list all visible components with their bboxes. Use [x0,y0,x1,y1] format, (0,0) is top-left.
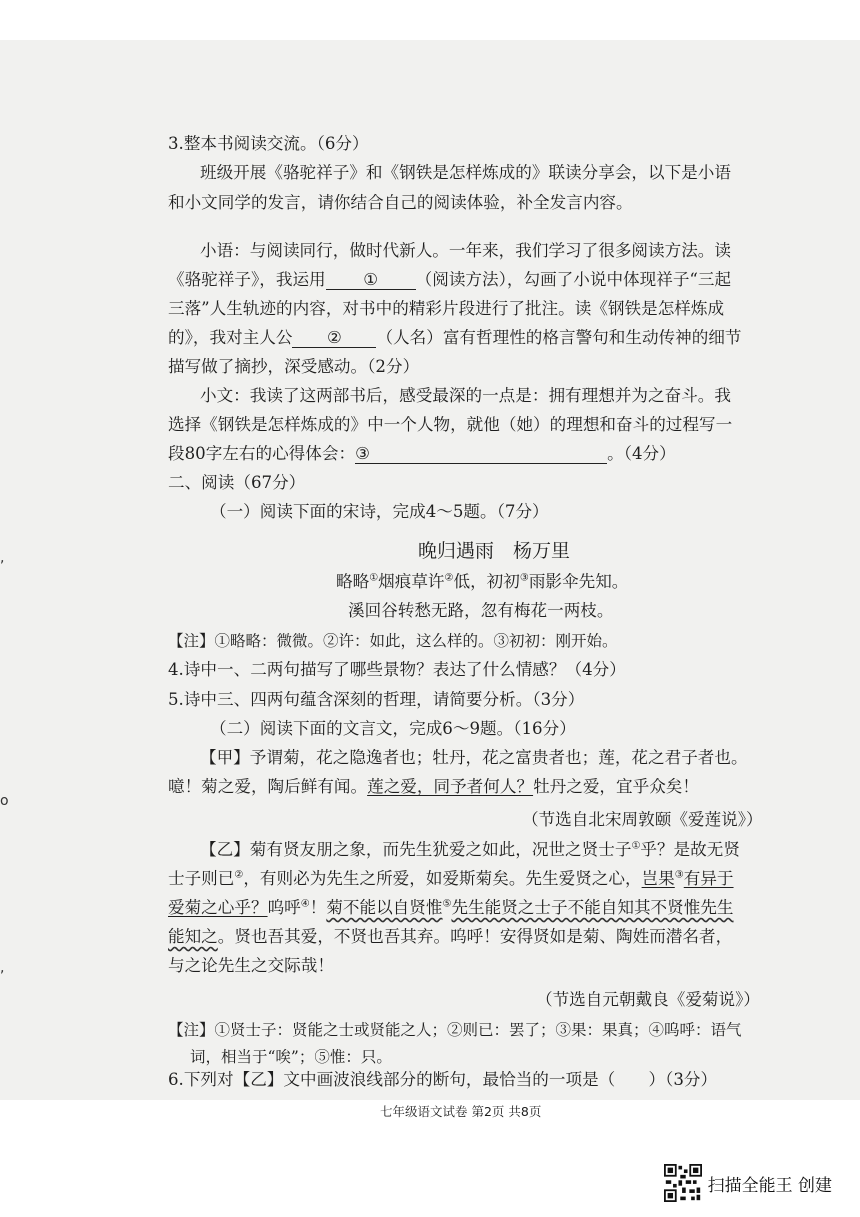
text: 的》，我对主人公 [168,328,293,347]
xiaoyu-line: 三落”人生轨迹的内容，对书中的精彩片段进行了批注。读《钢铁是怎样炼成 [168,299,725,318]
passage-note: 词，相当于“唉”；⑤惟：只。 [190,1048,392,1066]
passage-jia-line [168,777,699,797]
poem-note: 【注】①略略：微微。②许：如此，这么样的。③初初：刚开始。 [168,632,618,650]
underlined-sentence: 有异于 [683,869,734,888]
source-note: （节选自北宋周敦颐《爱莲说》） [522,810,763,829]
part-heading: （一）阅读下面的宋诗，完成4～5题。（7分） [210,502,549,521]
note-marker: ① [369,572,379,584]
wavy-underlined-sentence: 能知之 [168,927,218,946]
passage-note: 【注】①贤士子：贤能之士或贤能之人；②则已：罢了；③果：果真；④呜呼：语气 [168,1021,742,1039]
text: ！ [309,898,327,917]
passage-yi-line [200,840,740,860]
scan-edge-mark: , [0,960,5,976]
passage-yi-line [168,898,734,918]
passage-yi-line [168,869,734,889]
answer-blank-1[interactable]: ① [326,271,416,290]
xiaoyu-line: 描写做了摘抄，深受感动。（2分） [168,357,420,376]
passage-jia-line: 【甲】予谓菊，花之隐逸者也；牡丹，花之富贵者也；莲，花之君子者也。 [200,748,748,767]
wavy-underlined-sentence: 菊不能以自贤惟 [326,898,443,917]
wavy-underlined-sentence: 先生能贤之士子不能自知其不贤惟先生 [451,898,734,917]
question-4: 4.诗中一、二两句描写了哪些景物？表达了什么情感？（4分） [168,660,626,679]
xiaoyu-line [168,270,731,290]
scan-edge-mark: o [0,793,9,809]
q3-intro-line: 班级开展《骆驼祥子》和《钢铁是怎样炼成的》联读分享会，以下是小语 [200,163,731,182]
answer-blank-2[interactable]: ② [292,329,376,348]
xiaoyu-line [168,328,742,348]
note-marker: ④ [300,898,310,910]
watermark-text: 扫描全能王 创建 [707,1175,832,1196]
scanner-watermark [664,1163,832,1203]
note-marker: ① [631,840,641,852]
underlined-sentence: 岂果 [641,869,675,888]
text: 士子则已 [168,869,235,888]
text: 。（4分） [607,444,676,463]
underlined-sentence: 莲之爱，同予者何人？ [367,777,534,796]
text: 《骆驼祥子》，我运用 [168,270,326,289]
scan-edge-mark: , [0,550,5,566]
page-footer: 七年级语文试卷 第2页 共8页 [380,1104,542,1119]
source-note: （节选自元朝戴良《爱菊说》） [536,990,761,1009]
xiaowen-line: 选择《钢铁是怎样炼成的》中一个人物，就他（她）的理想和奋斗的过程写一 [168,415,733,434]
text: 牡丹之爱，宜乎众矣！ [533,777,699,796]
passage-yi-line [168,927,732,947]
underlined-sentence: 爱菊之心乎？ [168,898,268,917]
poem-line: 溪回谷转愁无路，忽有梅花一两枝。 [348,601,614,620]
note-marker: ③ [519,572,529,584]
text: ，有则必为先生之所爱，如爱斯菊矣。先生爱贤之心， [243,869,642,888]
passage-yi-line: 与之论先生之交际哉！ [168,956,334,975]
text: 噫！菊之爱，陶后鲜有闻。 [168,777,368,796]
q3-title: 3.整本书阅读交流。（6分） [168,134,369,153]
question-5: 5.诗中三、四两句蕴含深刻的哲理，请简要分析。（3分） [168,690,585,709]
part-heading: （二）阅读下面的文言文，完成6～9题。（16分） [210,719,576,738]
q3-intro-line: 和小文同学的发言，请你结合自己的阅读体验，补全发言内容。 [168,193,633,212]
text: 雨影伞先知。 [528,572,629,591]
note-marker: ② [234,869,244,881]
text: （阅读方法），勾画了小说中体现祥子“三起 [415,270,732,289]
xiaowen-line: 小文：我读了这两部书后，感受最深的一点是：拥有理想并为之奋斗。我 [200,386,731,405]
section-title: 二、阅读（67分） [168,473,306,492]
answer-blank-3[interactable]: ③ [355,445,607,464]
text: 低，初初 [453,572,520,591]
note-marker: ⑤ [442,898,452,910]
text: 。贤也吾其爱，不贤也吾其弃。呜呼！安得贤如是菊、陶姓而潜名者， [217,927,733,946]
text: 段80字左右的心得体会： [168,444,356,463]
xiaoyu-line: 小语：与阅读同行，做时代新人。一年来，我们学习了很多阅读方法。读 [200,241,731,260]
poem-title: 晚归遇雨 杨万里 [418,540,571,562]
text: 乎？是故无贤 [640,840,740,859]
note-marker: ③ [674,869,684,881]
note-marker: ② [444,572,454,584]
qr-code-icon [664,1164,702,1202]
question-6: 6.下列对【乙】文中画波浪线部分的断句，最恰当的一项是（ ）（3分） [168,1070,718,1089]
text: 烟痕草许 [378,572,445,591]
text: 呜呼 [267,898,301,917]
text: 略略 [336,572,370,591]
xiaowen-line [168,444,676,464]
text: 【乙】菊有贤友朋之象，而先生犹爱之如此，况世之贤士子 [200,840,632,859]
text: （人名）富有哲理性的格言警句和生动传神的细节 [376,328,742,347]
poem-line [336,572,628,592]
